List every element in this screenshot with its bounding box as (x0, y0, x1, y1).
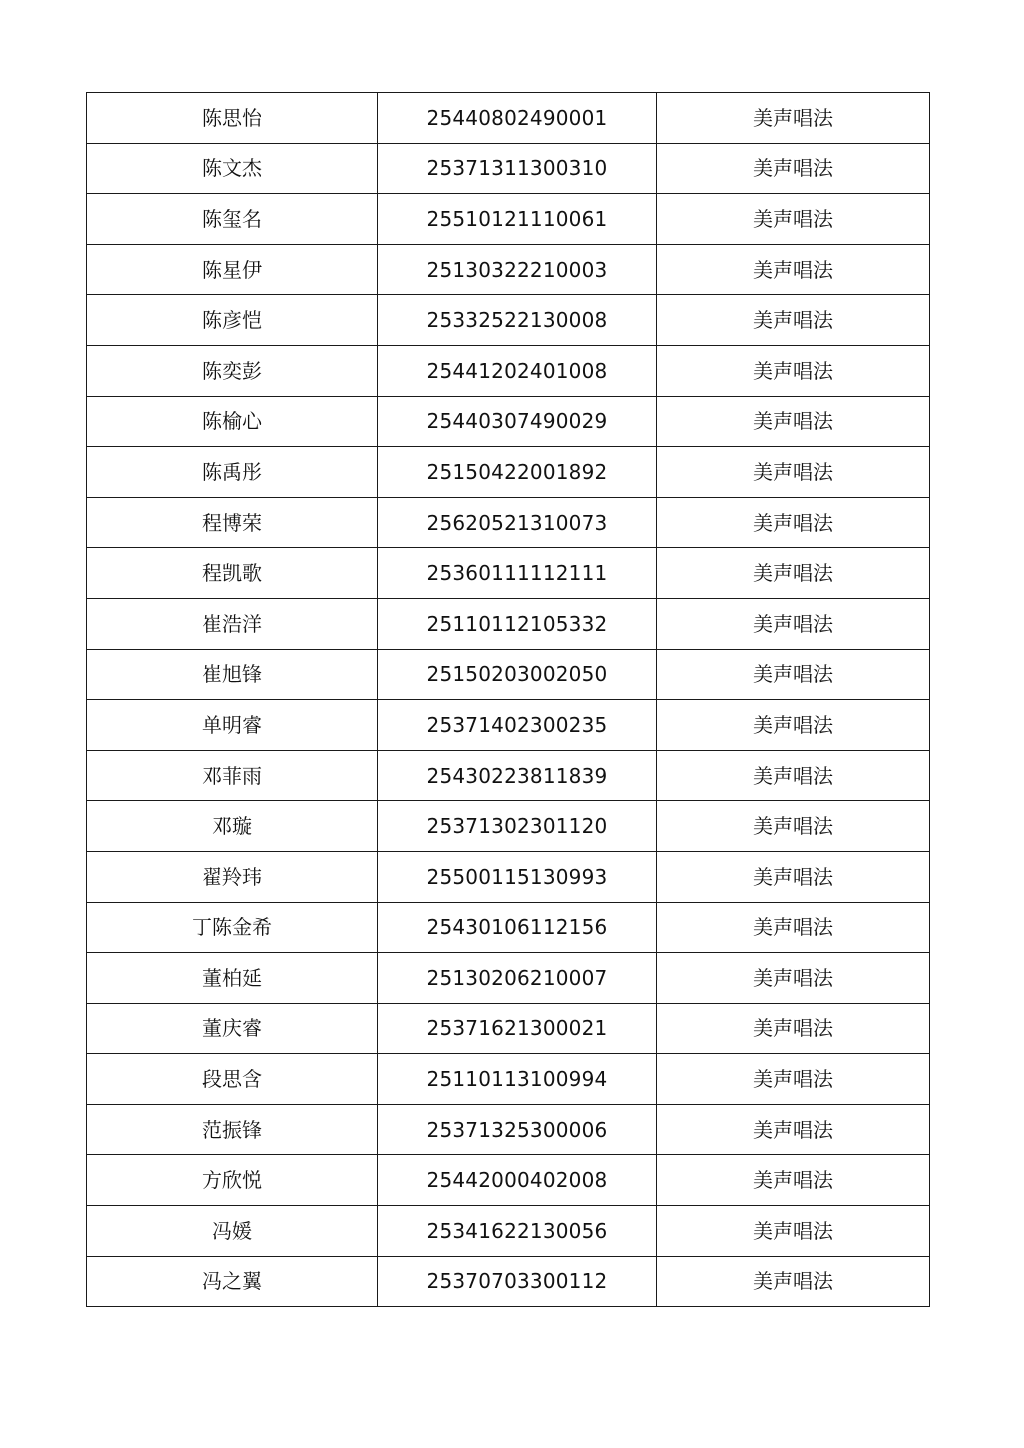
candidate-id-cell: 25360111112111 (378, 548, 657, 599)
table-row (87, 700, 930, 751)
subject-cell: 美声唱法 (657, 497, 930, 548)
candidate-id-cell: 25332522130008 (378, 295, 657, 346)
candidate-table (86, 92, 930, 1307)
candidate-name-cell: 范振锋 (87, 1104, 378, 1155)
candidate-name-cell: 崔旭锋 (87, 649, 378, 700)
candidate-id-cell: 25500115130993 (378, 851, 657, 902)
candidate-id-cell: 25150422001892 (378, 447, 657, 498)
subject-cell: 美声唱法 (657, 649, 930, 700)
candidate-name-cell: 丁陈金希 (87, 902, 378, 953)
subject-cell: 美声唱法 (657, 953, 930, 1004)
candidate-id-cell: 25371402300235 (378, 700, 657, 751)
subject-cell: 美声唱法 (657, 598, 930, 649)
table-row (87, 295, 930, 346)
candidate-name-cell: 陈彦恺 (87, 295, 378, 346)
table-row (87, 649, 930, 700)
table-row (87, 750, 930, 801)
candidate-name-cell: 邓菲雨 (87, 750, 378, 801)
table-row (87, 93, 930, 144)
subject-cell: 美声唱法 (657, 295, 930, 346)
subject-cell: 美声唱法 (657, 851, 930, 902)
table-row (87, 1256, 930, 1307)
table-row (87, 1003, 930, 1054)
candidate-id-cell: 25440802490001 (378, 93, 657, 144)
subject-cell: 美声唱法 (657, 750, 930, 801)
candidate-id-cell: 25110112105332 (378, 598, 657, 649)
table-row (87, 1206, 930, 1257)
table-row (87, 953, 930, 1004)
table-row (87, 548, 930, 599)
subject-cell: 美声唱法 (657, 1003, 930, 1054)
candidate-id-cell: 25430106112156 (378, 902, 657, 953)
candidate-id-cell: 25150203002050 (378, 649, 657, 700)
candidate-id-cell: 25371311300310 (378, 143, 657, 194)
candidate-id-cell: 25130322210003 (378, 244, 657, 295)
subject-cell: 美声唱法 (657, 548, 930, 599)
table-row (87, 244, 930, 295)
subject-cell: 美声唱法 (657, 143, 930, 194)
candidate-name-cell: 崔浩洋 (87, 598, 378, 649)
table-row (87, 801, 930, 852)
subject-cell: 美声唱法 (657, 1104, 930, 1155)
candidate-name-cell: 陈榆心 (87, 396, 378, 447)
subject-cell: 美声唱法 (657, 1256, 930, 1307)
candidate-id-cell: 25341622130056 (378, 1206, 657, 1257)
table-row (87, 1054, 930, 1105)
candidate-id-cell: 25441202401008 (378, 345, 657, 396)
candidate-name-cell: 单明睿 (87, 700, 378, 751)
candidate-table-body (87, 93, 930, 1307)
candidate-name-cell: 方欣悦 (87, 1155, 378, 1206)
candidate-name-cell: 陈玺名 (87, 194, 378, 245)
table-row (87, 194, 930, 245)
candidate-id-cell: 25442000402008 (378, 1155, 657, 1206)
candidate-id-cell: 25110113100994 (378, 1054, 657, 1105)
candidate-name-cell: 段思含 (87, 1054, 378, 1105)
subject-cell: 美声唱法 (657, 1054, 930, 1105)
table-row (87, 143, 930, 194)
candidate-id-cell: 25370703300112 (378, 1256, 657, 1307)
candidate-name-cell: 程凯歌 (87, 548, 378, 599)
subject-cell: 美声唱法 (657, 447, 930, 498)
subject-cell: 美声唱法 (657, 1206, 930, 1257)
candidate-id-cell: 25620521310073 (378, 497, 657, 548)
candidate-name-cell: 程博荣 (87, 497, 378, 548)
table-row (87, 902, 930, 953)
table-row (87, 1155, 930, 1206)
candidate-name-cell: 陈星伊 (87, 244, 378, 295)
candidate-name-cell: 邓璇 (87, 801, 378, 852)
candidate-name-cell: 陈奕彭 (87, 345, 378, 396)
subject-cell: 美声唱法 (657, 1155, 930, 1206)
candidate-name-cell: 陈禹彤 (87, 447, 378, 498)
table-row (87, 497, 930, 548)
subject-cell: 美声唱法 (657, 902, 930, 953)
candidate-id-cell: 25371302301120 (378, 801, 657, 852)
subject-cell: 美声唱法 (657, 700, 930, 751)
subject-cell: 美声唱法 (657, 801, 930, 852)
subject-cell: 美声唱法 (657, 194, 930, 245)
candidate-name-cell: 陈思怡 (87, 93, 378, 144)
candidate-name-cell: 冯媛 (87, 1206, 378, 1257)
candidate-id-cell: 25440307490029 (378, 396, 657, 447)
candidate-id-cell: 25430223811839 (378, 750, 657, 801)
table-row (87, 447, 930, 498)
subject-cell: 美声唱法 (657, 396, 930, 447)
subject-cell: 美声唱法 (657, 345, 930, 396)
candidate-name-cell: 董庆睿 (87, 1003, 378, 1054)
candidate-name-cell: 翟羚玮 (87, 851, 378, 902)
subject-cell: 美声唱法 (657, 244, 930, 295)
table-row (87, 1104, 930, 1155)
candidate-name-cell: 冯之翼 (87, 1256, 378, 1307)
candidate-name-cell: 董柏延 (87, 953, 378, 1004)
table-row (87, 396, 930, 447)
candidate-id-cell: 25510121110061 (378, 194, 657, 245)
table-row (87, 851, 930, 902)
candidate-id-cell: 25371621300021 (378, 1003, 657, 1054)
candidate-id-cell: 25371325300006 (378, 1104, 657, 1155)
subject-cell: 美声唱法 (657, 93, 930, 144)
table-row (87, 345, 930, 396)
table-row (87, 598, 930, 649)
candidate-name-cell: 陈文杰 (87, 143, 378, 194)
candidate-id-cell: 25130206210007 (378, 953, 657, 1004)
